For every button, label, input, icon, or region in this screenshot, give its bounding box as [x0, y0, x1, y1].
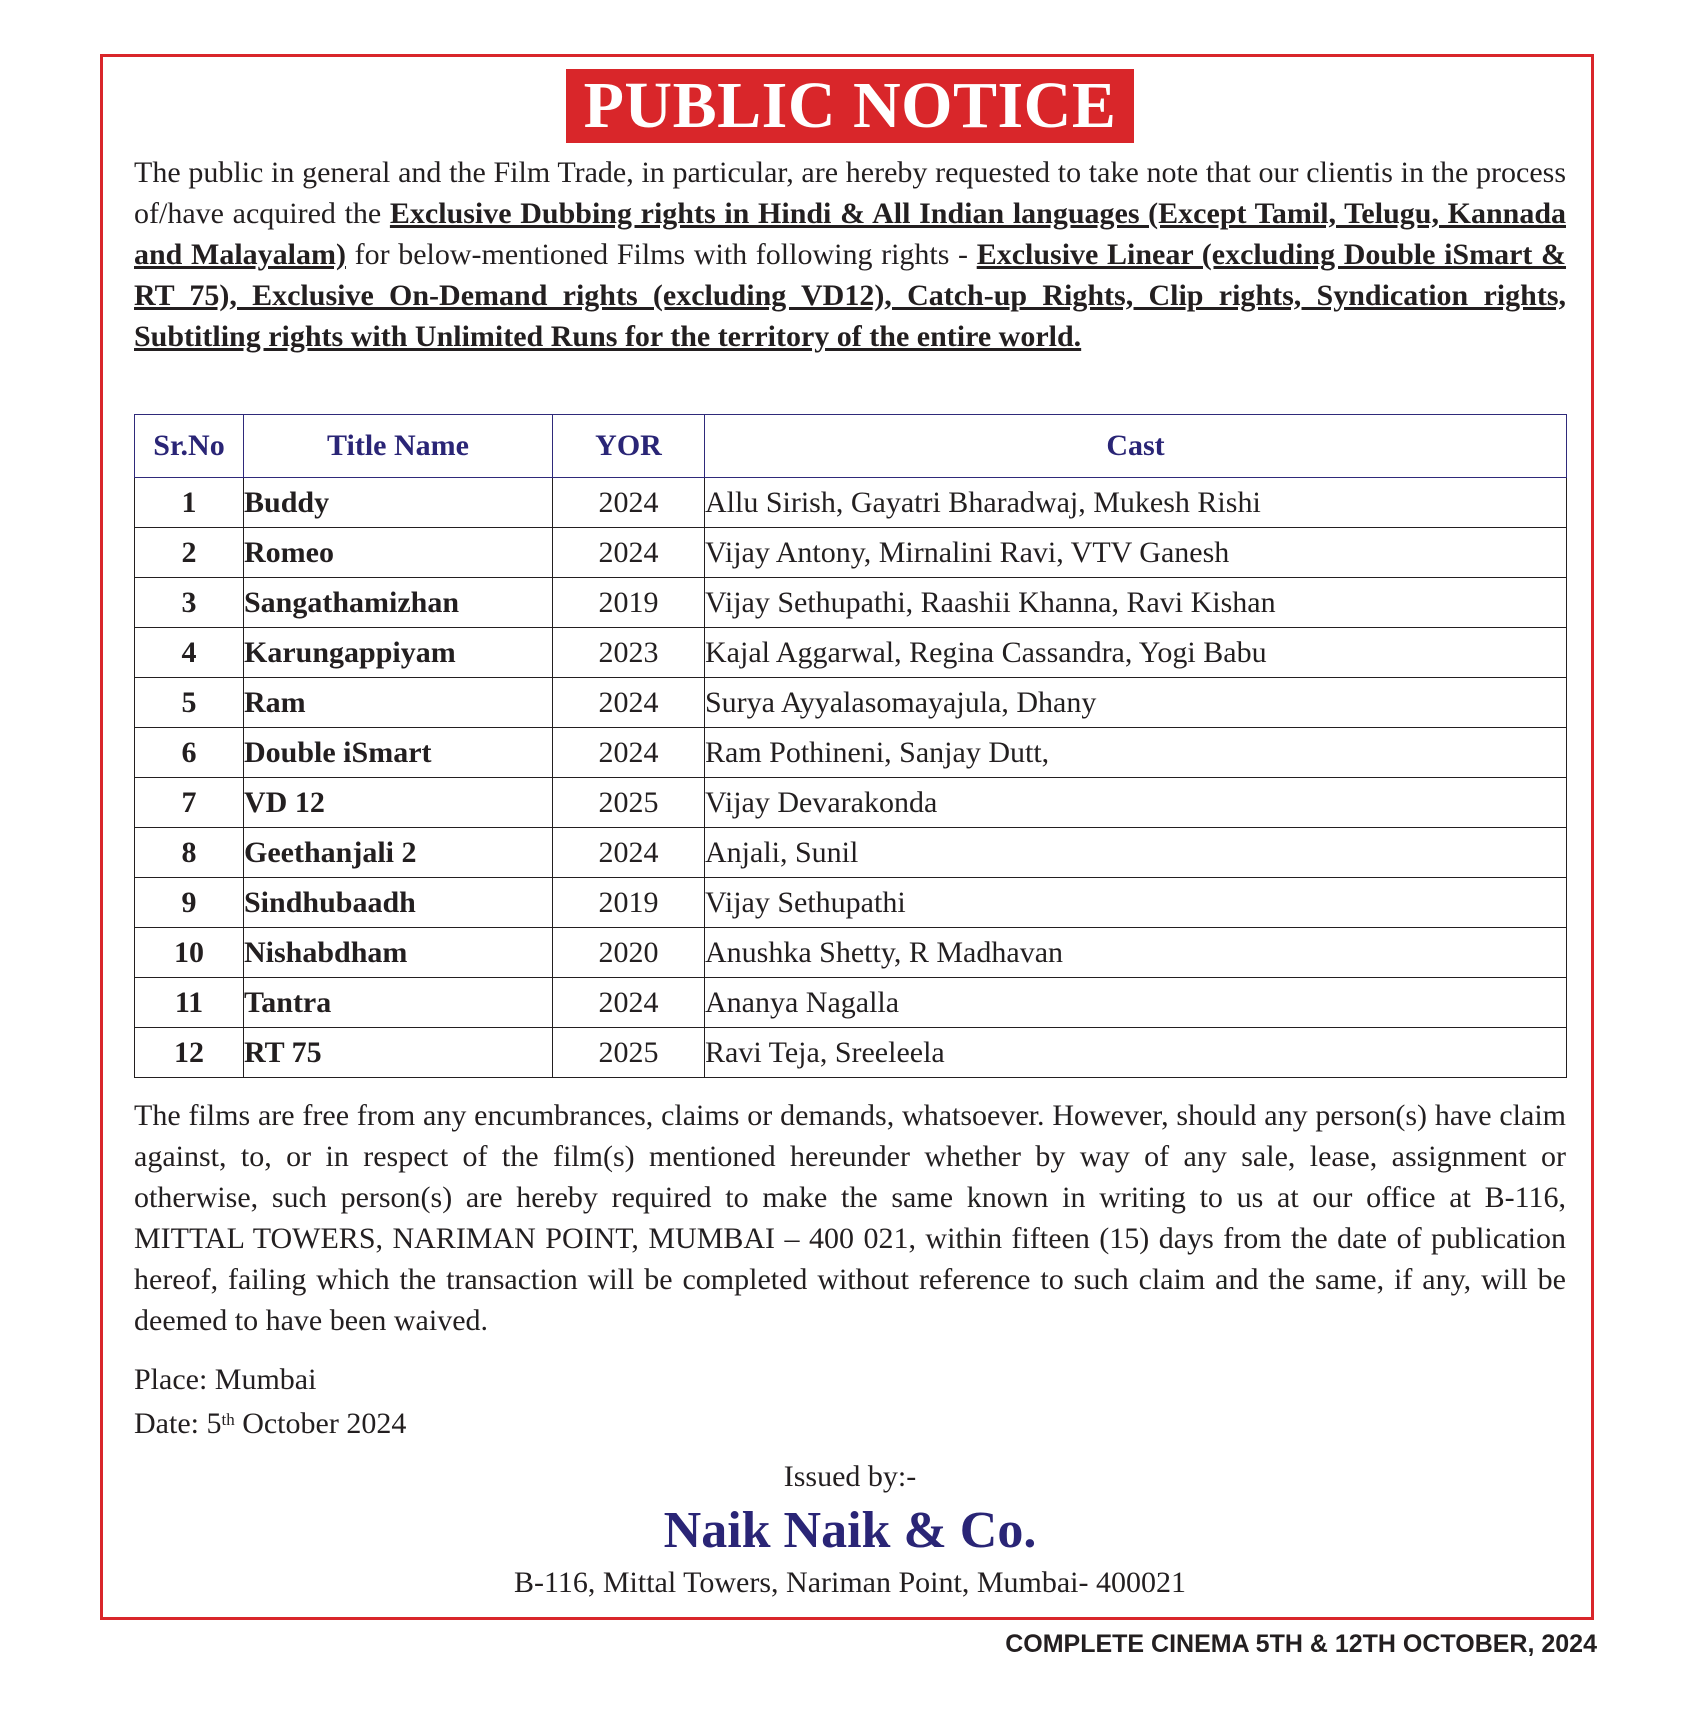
title-banner — [0, 69, 1700, 143]
table-row — [135, 778, 1567, 828]
row-yor: 2020 — [553, 928, 705, 978]
row-cast: Vijay Antony, Mirnalini Ravi, VTV Ganesh — [705, 528, 1567, 578]
firm-address: B-116, Mittal Towers, Nariman Point, Mumbai- 400021 — [513, 1566, 1186, 1599]
notice-title: PUBLIC NOTICE — [566, 69, 1135, 143]
row-yor: 2025 — [553, 778, 705, 828]
header-cast: Cast — [705, 415, 1567, 478]
row-title: Sangathamizhan — [244, 578, 553, 628]
date-suffix: October 2024 — [234, 1407, 407, 1440]
row-sr: 1 — [135, 478, 244, 528]
row-cast: Kajal Aggarwal, Regina Cassandra, Yogi Babu — [705, 628, 1567, 678]
row-title: VD 12 — [244, 778, 553, 828]
row-title: Romeo — [244, 528, 553, 578]
date-line — [134, 1403, 406, 1444]
row-sr: 2 — [135, 528, 244, 578]
closing-paragraph: The films are free from any encumbrances, claims or demands, whatsoever. However, should any person(s) have claim against, to, or in respect of the film(s) mentioned hereunder whether by way of any sale, lease, assignment or otherwise, such person(s) are hereby required to make the same known in writing to us at our office at B-116, MITTAL TOWERS, NARIMAN POINT, MUMBAI – 400 021, within fifteen (15) days from the date of publication hereof, failing which the transaction will be completed without reference to such claim and the same, if any, will be deemed to have been waived. — [134, 1099, 1566, 1337]
table-row — [135, 978, 1567, 1028]
row-cast: Anushka Shetty, R Madhavan — [705, 928, 1567, 978]
row-title: Tantra — [244, 978, 553, 1028]
table-row — [135, 528, 1567, 578]
row-sr: 11 — [135, 978, 244, 1028]
row-yor: 2019 — [553, 878, 705, 928]
issued-by-label: Issued by:- — [783, 1460, 917, 1493]
row-yor: 2023 — [553, 628, 705, 678]
row-yor: 2019 — [553, 578, 705, 628]
row-sr: 6 — [135, 728, 244, 778]
table-row — [135, 928, 1567, 978]
row-title: Sindhubaadh — [244, 878, 553, 928]
row-yor: 2024 — [553, 528, 705, 578]
header-yor: YOR — [553, 415, 705, 478]
table-header-row — [135, 415, 1567, 478]
row-title: Double iSmart — [244, 728, 553, 778]
row-cast: Vijay Sethupathi — [705, 878, 1567, 928]
films-table — [134, 414, 1567, 1078]
row-sr: 12 — [135, 1028, 244, 1078]
row-sr: 4 — [135, 628, 244, 678]
header-sr-no: Sr.No — [135, 415, 244, 478]
row-title: Nishabdham — [244, 928, 553, 978]
row-title: Geethanjali 2 — [244, 828, 553, 878]
row-cast: Anjali, Sunil — [705, 828, 1567, 878]
table-row — [135, 1028, 1567, 1078]
row-cast: Allu Sirish, Gayatri Bharadwaj, Mukesh Rishi — [705, 478, 1567, 528]
row-sr: 5 — [135, 678, 244, 728]
table-row — [135, 678, 1567, 728]
row-sr: 8 — [135, 828, 244, 878]
row-cast: Vijay Devarakonda — [705, 778, 1567, 828]
row-cast: Ananya Nagalla — [705, 978, 1567, 1028]
row-cast: Vijay Sethupathi, Raashii Khanna, Ravi Kishan — [705, 578, 1567, 628]
row-yor: 2025 — [553, 1028, 705, 1078]
table-row — [135, 578, 1567, 628]
firm-name: Naik Naik & Co. — [663, 1502, 1037, 1559]
row-title: Karungappiyam — [244, 628, 553, 678]
row-sr: 10 — [135, 928, 244, 978]
table-row — [135, 728, 1567, 778]
intro-rights-list: Exclusive Linear (excluding Double iSmart & RT 75), Exclusive On-Demand rights (excluding VD12), Catch-up Rights, Clip rights, Syndication rights, Subtitling rights with Unlimited Runs for the territory of the entire world. — [134, 238, 1567, 353]
row-yor: 2024 — [553, 978, 705, 1028]
row-title: Ram — [244, 678, 553, 728]
row-yor: 2024 — [553, 828, 705, 878]
intro-text-2: for below-mentioned Films with following rights - — [345, 238, 977, 271]
row-cast: Ram Pothineni, Sanjay Dutt, — [705, 728, 1567, 778]
place-line: Place: Mumbai — [134, 1363, 317, 1396]
row-title: Buddy — [244, 478, 553, 528]
row-cast: Surya Ayyalasomayajula, Dhany — [705, 678, 1567, 728]
table-row — [135, 478, 1567, 528]
publication-footer: COMPLETE CINEMA 5TH & 12TH OCTOBER, 2024 — [1005, 1630, 1597, 1658]
date-ordinal: th — [221, 1410, 235, 1429]
table-row — [135, 628, 1567, 678]
table-row — [135, 828, 1567, 878]
intro-rights-languages: Exclusive Dubbing rights in Hindi & All Indian languages (Except Tamil, Telugu, Kannada and Malayalam) — [134, 197, 1566, 271]
row-yor: 2024 — [553, 678, 705, 728]
row-cast: Ravi Teja, Sreeleela — [705, 1028, 1567, 1078]
intro-paragraph — [134, 152, 1566, 357]
row-sr: 7 — [135, 778, 244, 828]
row-yor: 2024 — [553, 728, 705, 778]
row-title: RT 75 — [244, 1028, 553, 1078]
row-sr: 9 — [135, 878, 244, 928]
intro-text-1: The public in general and the Film Trade, in particular, are hereby requested to take note that our clientis in the process of/have acquired the — [134, 156, 1566, 230]
row-sr: 3 — [135, 578, 244, 628]
row-yor: 2024 — [553, 478, 705, 528]
header-title-name: Title Name — [244, 415, 553, 478]
date-prefix: Date: 5 — [134, 1407, 222, 1440]
table-row — [135, 878, 1567, 928]
